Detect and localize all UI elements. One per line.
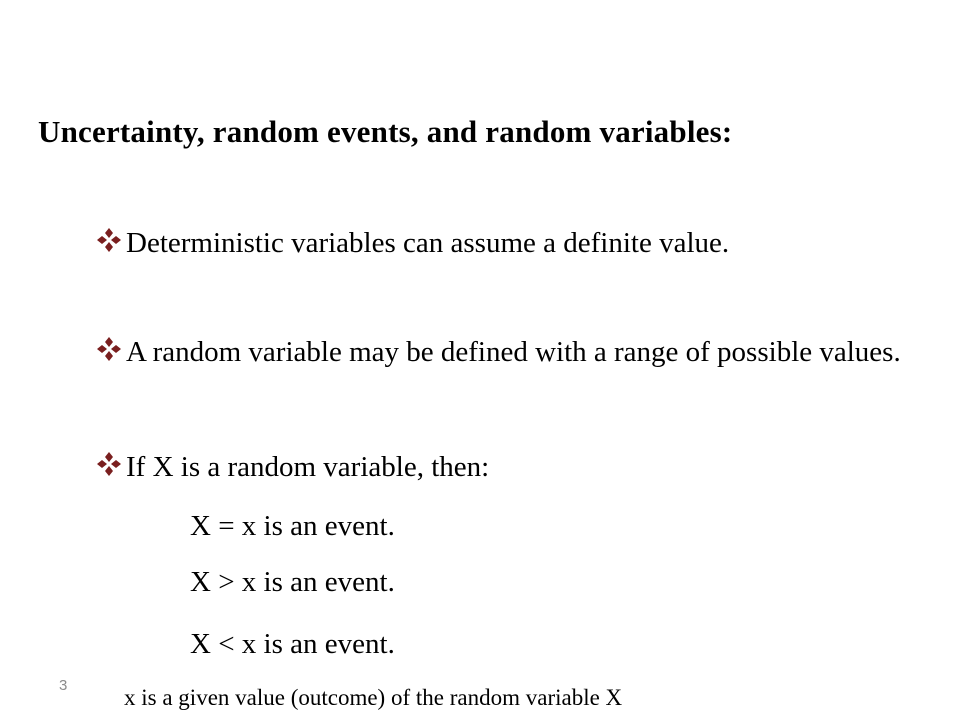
diamond-bullet-icon bbox=[94, 449, 124, 479]
event-line: X < x is an event. bbox=[190, 628, 395, 660]
bullet-item bbox=[90, 446, 910, 488]
bullet-item bbox=[90, 222, 910, 264]
bullet-text: Deterministic variables can assume a definite value. bbox=[126, 227, 730, 259]
bullet-text: If X is a random variable, then: bbox=[126, 451, 490, 483]
page-number: 3 bbox=[59, 677, 68, 694]
bullet-item bbox=[90, 331, 910, 373]
event-line: X = x is an event. bbox=[190, 510, 395, 542]
diamond-bullet-icon bbox=[94, 225, 124, 255]
bullet-text: A random variable may be defined with a range of possible values. bbox=[126, 336, 901, 368]
event-line: X > x is an event. bbox=[190, 566, 395, 598]
slide-title: Uncertainty, random events, and random variables: bbox=[38, 114, 733, 149]
diamond-bullet-icon bbox=[94, 334, 124, 364]
footnote: x is a given value (outcome) of the random variable X bbox=[124, 685, 623, 710]
